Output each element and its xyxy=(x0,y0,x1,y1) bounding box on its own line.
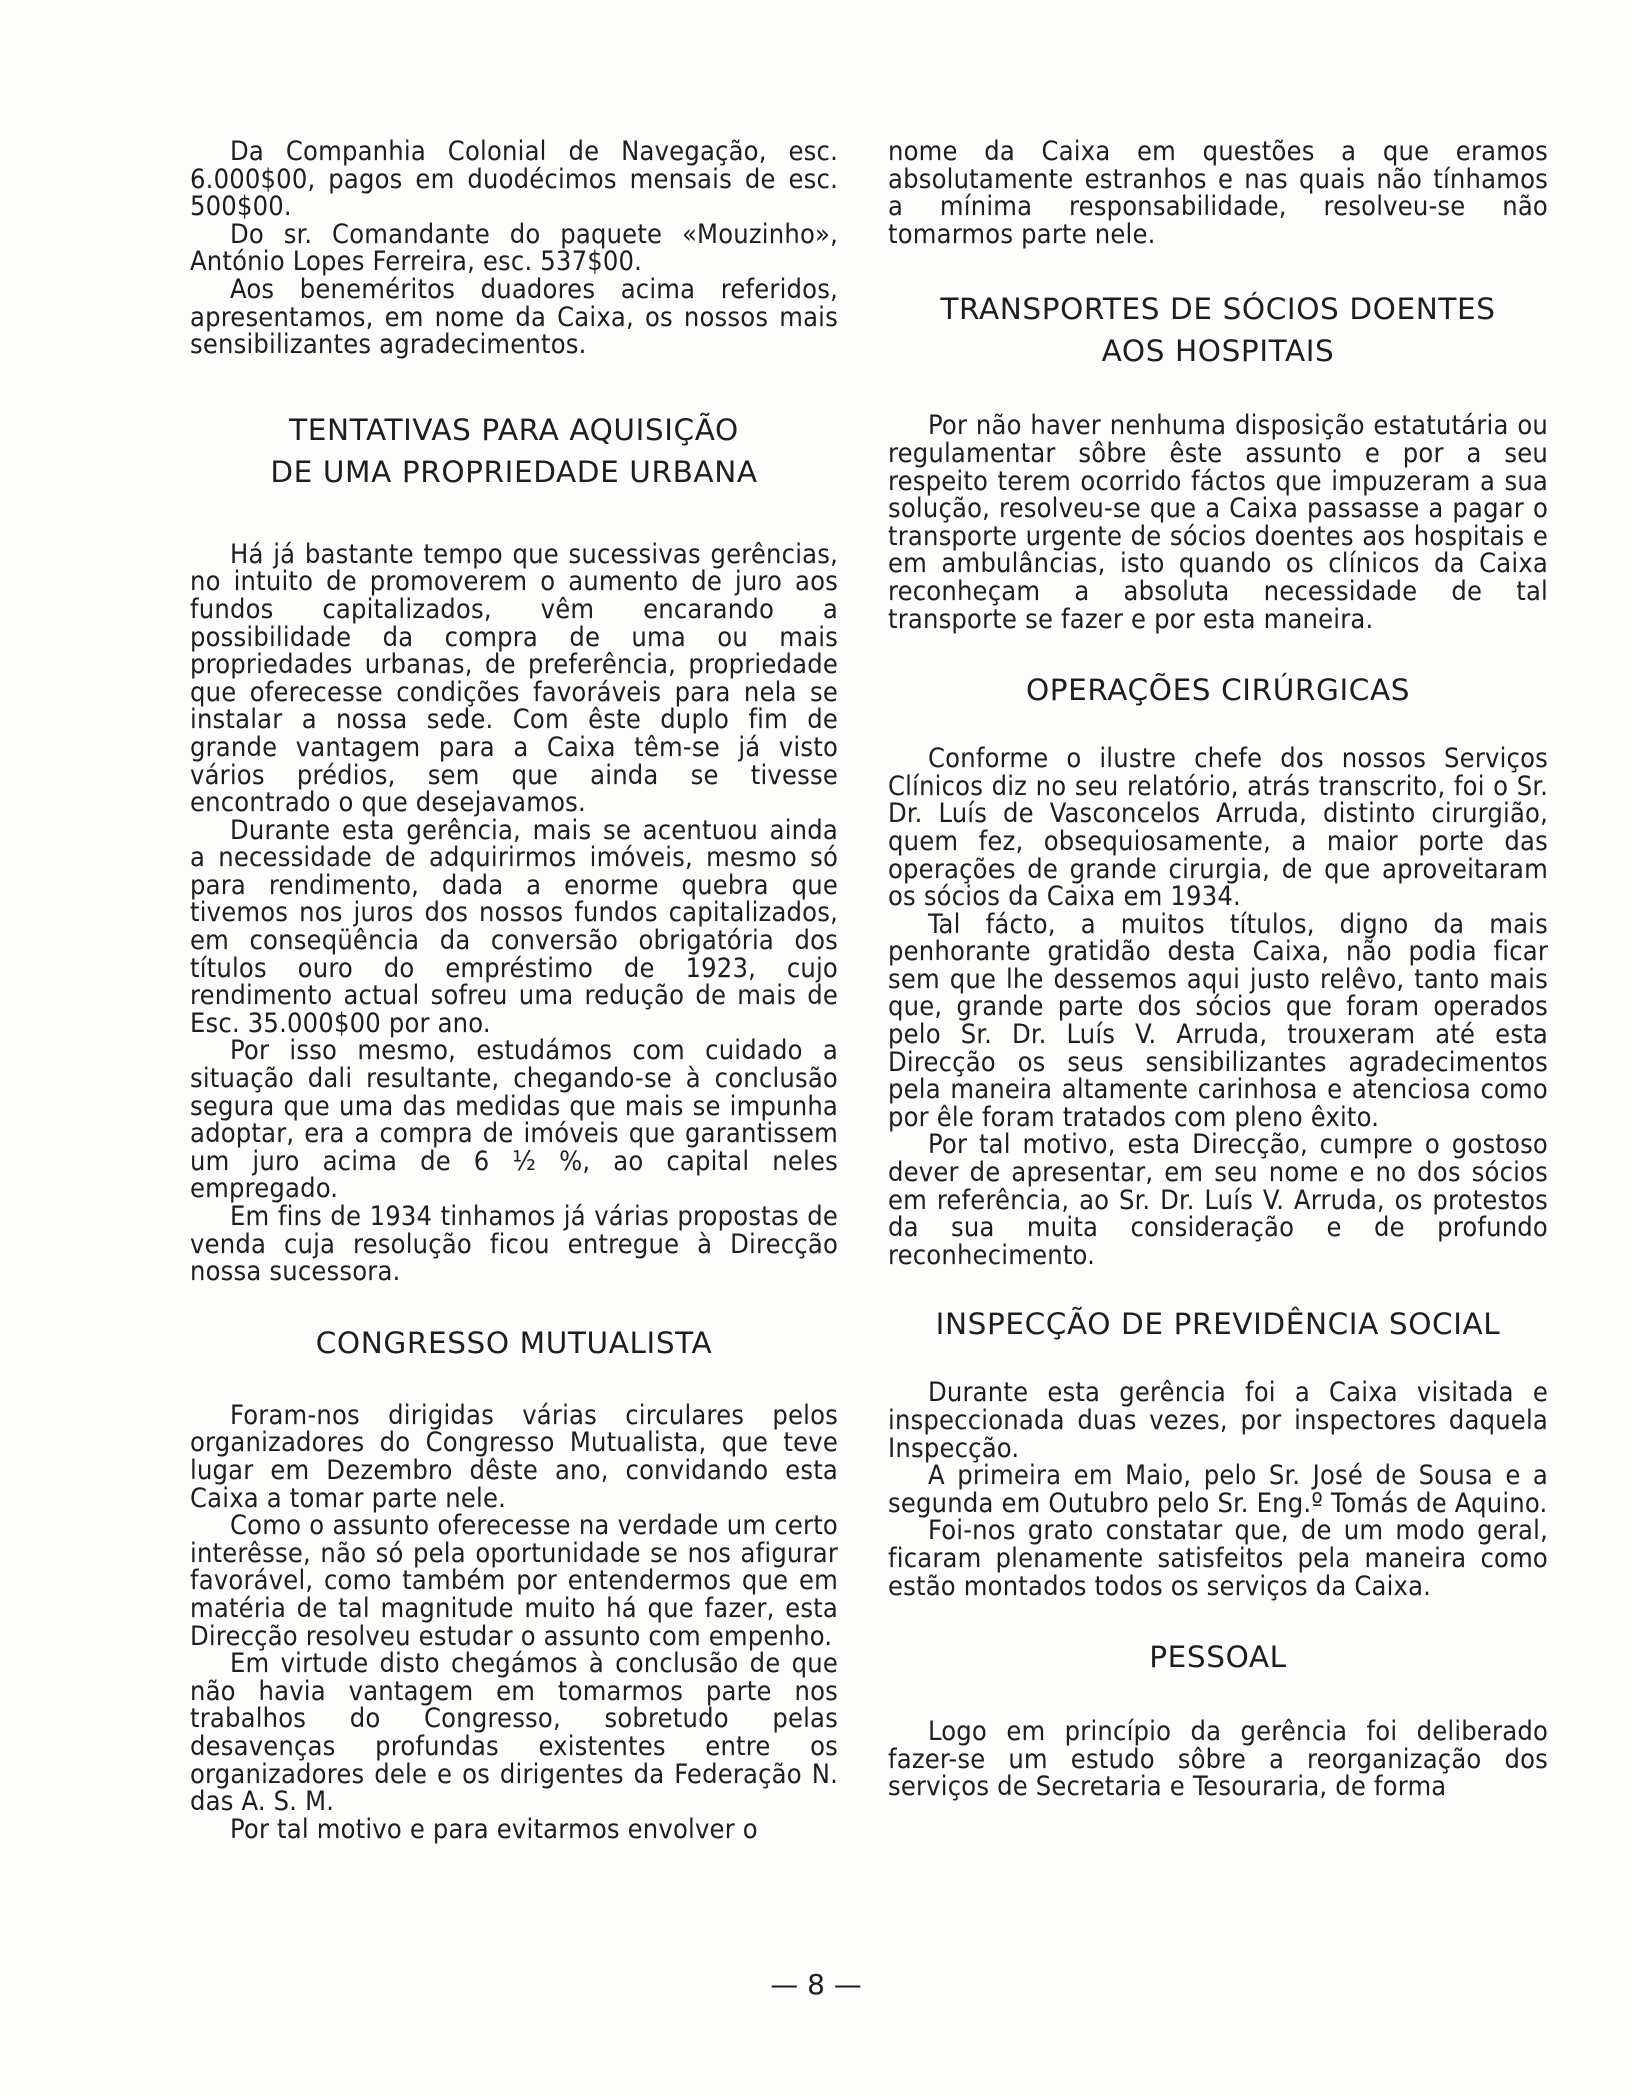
paragraph: Por tal motivo, esta Direcção, cumpre o gostoso dever de apresentar, em seu nome e no dos sócios em referência, ao Sr. Dr. Luís V. Arruda, os protestos da sua muita consideração e de profundo reconhecimento. xyxy=(888,1129,1548,1271)
paragraph: Há já bastante tempo que sucessivas gerências, no intuito de promoverem o aumento de juro aos fundos capitalizados, vêm encarando a possibilidade da compra de uma ou mais propriedades urbanas, de preferência, propriedade que oferecesse condições favoráveis para nela se instalar a nossa sede. Com êste duplo fim de grande vantagem para a Caixa têm-se já visto vários prédios, sem que ainda se tivesse encontrado o que desejavamos. xyxy=(190,538,838,819)
paragraph: Aos beneméritos duadores acima referidos, apresentamos, em nome da Caixa, os nossos mais sensibilizantes agradecimentos. xyxy=(190,273,838,361)
section-heading xyxy=(190,409,838,493)
paragraph: Da Companhia Colonial de Navegação, esc. 6.000$00, pagos em duodécimos mensais de esc. 500$00. xyxy=(190,136,838,223)
heading-line: DE UMA PROPRIEDADE URBANA xyxy=(270,454,758,489)
paragraph: Durante esta gerência, mais se acentuou ainda a necessidade de adquirirmos imóveis, mesmo só para rendimento, dada a enorme quebra que tivemos nos juros dos nossos fundos capitalizados, em conseqüência da conversão obrigatória dos títulos ouro do empréstimo de 1923, cujo rendimento actual sofreu uma redução de mais de Esc. 35.000$00 por ano. xyxy=(190,814,838,1039)
paragraph: Por não haver nenhuma disposição estatutária ou regulamentar sôbre êste assunto e por a seu respeito terem ocorrido fáctos que impuzeram a sua solução, resolveu-se que a Caixa passasse a pagar o transporte urgente de sócios doentes aos hospitais e em ambulâncias, isto quando os clínicos da Caixa reconheçam a absoluta necessidade de tal transporte se fazer e por esta maneira. xyxy=(888,410,1548,635)
heading-line: TENTATIVAS PARA AQUISIÇÃO xyxy=(289,412,739,447)
paragraph: Durante esta gerência foi a Caixa visitada e inspeccionada duas vezes, por inspectores daquela Inspecção. xyxy=(888,1377,1548,1464)
paragraph: Por isso mesmo, estudámos com cuidado a situação dali resultante, chegando-se à conclusão segura que uma das medidas que mais se impunha adoptar, era a compra de imóveis que garantissem um juro acima de 6 ½ %, ao capital neles empregado. xyxy=(190,1035,838,1205)
paragraph: Como o assunto oferecesse na verdade um certo interêsse, não só pela oportunidade se nos afigurar favorável, como também por entendermos que em matéria de tal magnitude muito há que fazer, esta Direcção resolveu estudar o assunto com empenho. xyxy=(190,1510,838,1652)
paragraph: Foram-nos dirigidas várias circulares pelos organizadores do Congresso Mutualista, que teve lugar em Dezembro dêste ano, convidando esta Caixa a tomar parte nele. xyxy=(190,1399,838,1514)
paragraph: Logo em princípio da gerência foi deliberado fazer-se um estudo sôbre a reorganização dos serviços de Secretaria e Tesouraria, de forma xyxy=(888,1716,1548,1803)
left-column xyxy=(190,138,838,1843)
section-heading: PESSOAL xyxy=(1149,1640,1287,1675)
section-heading xyxy=(888,288,1548,372)
paragraph: nome da Caixa em questões a que eramos absolutamente estranhos e nas quais não tínhamos a mínima responsabilidade, resolveu-se não tomarmos parte nele. xyxy=(888,136,1548,250)
paragraph: A primeira em Maio, pelo Sr. José de Sousa e a segunda em Outubro pelo Sr. Eng.º Tomás de Aquino. xyxy=(888,1460,1548,1519)
page-number: — 8 — xyxy=(770,1968,862,2001)
section-heading: OPERAÇÕES CIRÚRGICAS xyxy=(1025,673,1411,708)
heading-line: AOS HOSPITAIS xyxy=(1101,334,1335,369)
section-heading: CONGRESSO MUTUALISTA xyxy=(315,1325,713,1360)
section-heading: INSPECÇÃO DE PREVIDÊNCIA SOCIAL xyxy=(935,1307,1501,1342)
paragraph: Foi-nos grato constatar que, de um modo geral, ficaram plenamente satisfeitos pela maneira como estão montados todos os serviços da Caixa. xyxy=(888,1515,1548,1602)
paragraph: Tal fácto, a muitos títulos, digno da mais penhorante gratidão desta Caixa, não podia ficar sem que lhe dessemos aqui justo relêvo, tanto mais que, grande parte dos sócios que foram operados pelo Sr. Dr. Luís V. Arruda, trouxeram até esta Direcção os seus sensibilizantes agradecimentos pela maneira altamente carinhosa e atenciosa como por êle foram tratados com pleno êxito. xyxy=(888,908,1548,1133)
heading-line: TRANSPORTES DE SÓCIOS DOENTES xyxy=(940,292,1496,327)
right-column xyxy=(888,138,1548,1801)
paragraph: Do sr. Comandante do paquete «Mouzinho», António Lopes Ferreira, esc. 537$00. xyxy=(190,218,838,278)
paragraph: Em fins de 1934 tinhamos já várias propostas de venda cuja resolução ficou entregue à Direcção nossa sucessora. xyxy=(190,1201,838,1288)
paragraph: Em virtude disto chegámos à conclusão de que não havia vantagem em tomarmos parte nos trabalhos do Congresso, sobretudo pelas desavenças profundas existentes entre os organizadores dele e os dirigentes da Federação N. das A. S. M. xyxy=(190,1648,838,1818)
paragraph: Por tal motivo e para evitarmos envolver o xyxy=(230,1813,758,1845)
paragraph: Conforme o ilustre chefe dos nossos Serviços Clínicos diz no seu relatório, atrás transcrito, foi o Sr. Dr. Luís de Vasconcelos Arruda, distinto cirurgião, quem fez, obsequiosamente, a maior porte das operações de grande cirurgia, de que aproveitaram os sócios da Caixa em 1934. xyxy=(888,743,1548,913)
